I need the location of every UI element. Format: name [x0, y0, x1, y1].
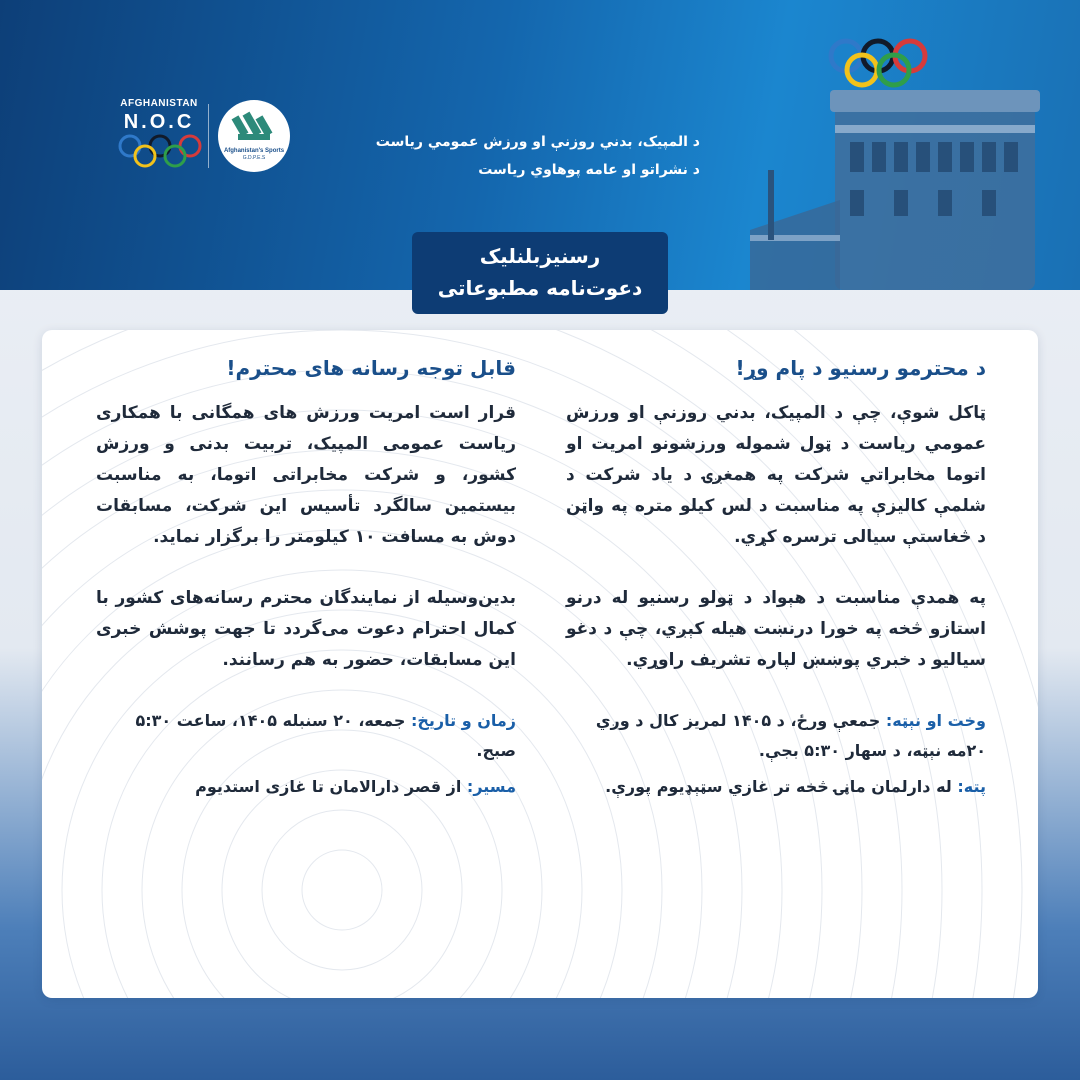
logos-group: [112, 98, 292, 178]
title-box: [412, 232, 668, 314]
org-line-1: د المپیک، بدني روزنې او ورزش عمومي رياست: [375, 134, 700, 150]
dari-time-line: [96, 706, 516, 766]
dari-route-line: [96, 772, 516, 802]
dari-route-value: از قصر دارالامان تا غازی استدیوم: [195, 777, 467, 796]
pashto-time-line: [566, 706, 986, 766]
noc-logo: [112, 98, 206, 134]
svg-text:G.D.P.E.S: G.D.P.E.S: [242, 155, 266, 161]
pashto-details: [566, 706, 986, 802]
pashto-time-value: جمعې ورځ، د ۱۴۰۵ لمريز کال د وږي ۲۰مه نېټه، د سهار ۵:۳۰ بجې.: [595, 711, 986, 760]
dari-route-label: مسیر:: [466, 777, 516, 796]
pashto-place-value: له دارلمان ماڼۍ څخه تر غازي سټېډيوم پورې.: [605, 777, 958, 796]
pashto-paragraph-1: ټاکل شوې، چې د المپيک، بدني روزنې او ورزش عمومي رياست د ټول شموله ورزشونو امريت او اتوما مخابراتي شرکت په همغږۍ د ياد شرکت د شلمې کاليزې په مناسبت د لس کيلو متره په واټن د څغاستې سيالی ترسره کړي.: [566, 403, 986, 547]
svg-text:Afghanistan's Sports: Afghanistan's Sports: [223, 148, 285, 154]
noc-country: AFGHANISTAN: [120, 98, 198, 109]
sports-directorate-logo: [216, 98, 292, 174]
pashto-time-label: وخت او نېټه:: [885, 711, 986, 730]
content-card: [42, 330, 1038, 998]
org-line-2: د نشراتو او عامه پوهاوي رياست: [478, 162, 700, 178]
pashto-place-line: [566, 772, 986, 802]
olympic-rings-icon: [116, 134, 204, 168]
pashto-paragraph-2: په همدې مناسبت د هېواد د ټولو رسنيو له درنو استازو څخه په خورا درنښت هيله کېږي، چې د دغو سياليو د خبري پوښښ لپاره تشريف راوړي.: [566, 588, 986, 670]
organization-lines: [330, 128, 700, 184]
pashto-place-label: پته:: [957, 777, 986, 796]
title-dari: دعوت‌نامه مطبوعاتی: [437, 276, 643, 300]
dari-time-value: جمعه، ۲۰ سنبله ۱۴۰۵، ساعت ۵:۳۰ صبح.: [135, 711, 516, 760]
title-pashto: رسنيزبلنليک: [479, 244, 601, 268]
dari-paragraph-2: بدین‌وسیله از نمایندگان محترم رسانه‌های کشور با کمال احترام دعوت می‌گردد تا جهت پوشش خبری این مسابقات، حضور به هم رسانند.: [96, 588, 516, 670]
dari-paragraph-1: قرار است امریت ورزش های همگانی با همکاری ریاست عمومی المپیک، تربیت بدنی و ورزش کشور، و شرکت مخابراتی اتوما، به مناسبت بیستمین سالگرد تأسیس این شرکت، مسابقات دوش به مسافت ۱۰ کیلومتر را برگزار نماید.: [96, 403, 516, 547]
pashto-column: [566, 356, 986, 808]
pashto-heading: د محترمو رسنيو د پام وړ!: [735, 356, 986, 380]
noc-abbreviation: N.O.C: [123, 111, 195, 133]
logo-divider: [208, 104, 209, 168]
dari-time-label: زمان و تاریخ:: [410, 711, 516, 730]
olympic-building-image: [750, 30, 1080, 290]
dari-details: [96, 706, 516, 802]
dari-column: [96, 356, 516, 808]
dari-heading: قابل توجه رسانه های محترم!: [226, 356, 516, 380]
